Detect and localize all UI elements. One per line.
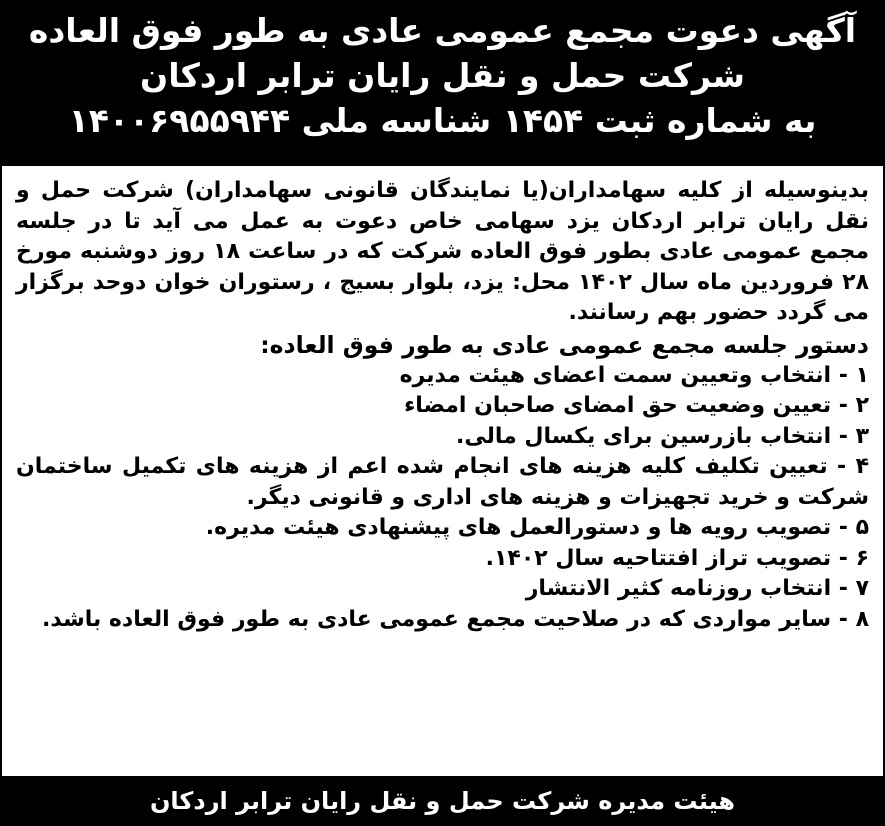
agenda-item: ۴ - تعیین تکلیف کلیه هزینه های انجام شده اعم از هزینه های تکمیل ساختمان شرکت و خرید تجهیزات و هزینه های اداری و قانونی دیگر. <box>16 454 869 510</box>
agenda-title: دستور جلسه مجمع عمومی عادی به طور فوق العاده: <box>260 330 869 359</box>
agenda-list <box>16 361 869 636</box>
board-signature: هیئت مدیره شرکت حمل و نقل رایان ترابر اردکان <box>149 787 736 815</box>
agenda-item: ۶ - تصویب تراز افتتاحیه سال ۱۴۰۲. <box>485 545 869 571</box>
company-name: شرکت حمل و نقل رایان ترابر اردکان <box>140 56 745 95</box>
agenda-item: ۷ - انتخاب روزنامه کثیر الانتشار <box>525 576 869 601</box>
intro-paragraph: بدینوسیله از کلیه سهامداران(یا نمایندگان قانونی سهامداران) شرکت حمل و نقل رایان ترابر اردکان یزد سهامی خاص دعوت به عمل می آید تا در جلسه مجمع عمومی عادی بطور فوق العاده شرکت که در ساعت ۱۸ روز دوشنبه مورخ ۲۸ فروردین ماه سال ۱۴۰۲ محل: یزد، بلوار بسیج ، رستوران خوان دوحد برگزار می گردد حضور بهم رسانند. <box>16 178 870 325</box>
agenda-item: ۳ - انتخاب بازرسین برای یکسال مالی. <box>456 423 869 449</box>
announcement-title: آگهی دعوت مجمع عمومی عادی به طور فوق العاده <box>28 11 857 50</box>
header-banner <box>2 0 883 166</box>
agenda-item: ۱ - انتخاب وتعیین سمت اعضای هیئت مدیره <box>399 362 869 388</box>
announcement-body <box>2 166 883 635</box>
agenda-item: ۸ - سایر مواردی که در صلاحیت مجمع عمومی عادی به طور فوق العاده باشد. <box>42 606 869 632</box>
agenda-item: ۵ - تصویب رویه ها و دستورالعمل های پیشنهادی هیئت مدیره. <box>205 515 869 540</box>
footer-signature-bar <box>2 776 883 826</box>
registration-info: به شماره ثبت ۱۴۵۴ شناسه ملی ۱۴۰۰۶۹۵۵۹۴۴ <box>68 101 817 140</box>
agenda-item: ۲ - تعیین وضعیت حق امضای صاحبان امضاء <box>404 393 869 418</box>
